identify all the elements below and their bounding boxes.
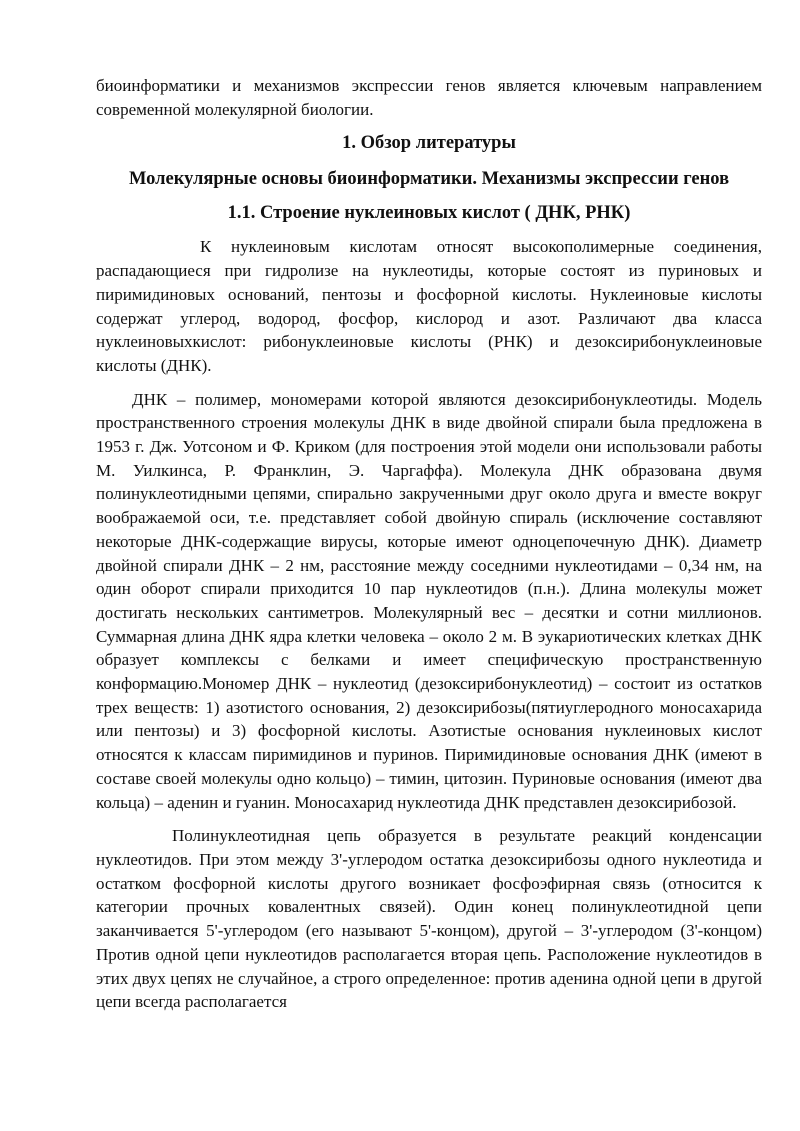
body-paragraph: К нуклеиновым кислотам относят высокополимерные соединения, распадающиеся при гидролизе на нуклеотиды, которые состоят из пуриновых и пиримидиновых оснований, пентозы и фосфорной кислоты. Нуклеиновые кислоты содержат углерод, водород, фосфор, кислород и азот. Различают два класса нуклеиновыхкислот: рибонуклеиновые кислоты (РНК) и дезоксирибонуклеиновые кислоты (ДНК). (96, 237, 762, 375)
body-paragraph: Полинуклеотидная цепь образуется в результате реакций конденсации нуклеотидов. При этом между 3'-углеродом остатка дезоксирибозы одного нуклеотида и остатком фосфорной кислоты другого возникает фосфоэфирная связь (относится к категории прочных ковалентных связей). Один конец полинуклеотидной цепи заканчивается 5'-углеродом (его называют 5'-концом), другой – 3'-углеродом (3'-концом) Против одной цепи нуклеотидов располагается вторая цепь. Расположение нуклеотидов в этих двух цепях не случайное, а строго определенное: против аденина одной цепи в другой цепи всегда располагается (96, 826, 762, 1012)
section-subtitle: Молекулярные основы биоинформатики. Механизмы экспрессии генов (128, 169, 730, 190)
subsection-title: 1.1. Строение нуклеиновых кислот ( ДНК, РНК) (227, 203, 631, 224)
section-title: 1. Обзор литературы (342, 133, 516, 154)
body-paragraph: ДНК – полимер, мономерами которой являются дезоксирибонуклеотиды. Модель пространственного строения молекулы ДНК в виде двойной спирали была предложена в 1953 г. Дж. Уотсоном и Ф. Криком (для построения этой модели они использовали работы М. Уилкинса, Р. Франклин, Э. Чаргаффа). Молекула ДНК образована двумя полинуклеотидными цепями, спирально закрученными друг около друга и вместе вокруг воображаемой оси, т.е. представляет собой двойную спираль (исключение составляют некоторые ДНК-содержащие вирусы, которые имеют одноцепочечную ДНК). Диаметр двойной спирали ДНК – 2 нм, расстояние между соседними нуклеотидами – 0,34 нм, на один оборот спирали приходится 10 пар нуклеотидов (п.н.). Длина молекулы может достигать нескольких сантиметров. Молекулярный вес – десятки и сотни миллионов. Суммарная длина ДНК ядра клетки человека – около 2 м. В эукариотических клетках ДНК образует комплексы с белками и имеет специфическую пространственную конформацию.Мономер ДНК – нуклеотид (дезоксирибонуклеотид) – состоит из остатков трех веществ: 1) азотистого основания, 2) дезоксирибозы(пятиуглеродного моносахарида или пентозы) и 3) фосфорной кислоты. Азотистые основания нуклеиновых кислот относятся к классам пиримидинов и пуринов. Пиримидиновые основания ДНК (имеют в составе своей молекулы одно кольцо) – тимин, цитозин. Пуриновые основания (имеют два кольца) – аденин и гуанин. Моносахарид нуклеотида ДНК представлен дезоксирибозой. (96, 389, 762, 812)
intro-paragraph: биоинформатики и механизмов экспрессии генов является ключевым направлением современной молекулярной биологии. (96, 76, 762, 119)
document-page (96, 74, 762, 1014)
